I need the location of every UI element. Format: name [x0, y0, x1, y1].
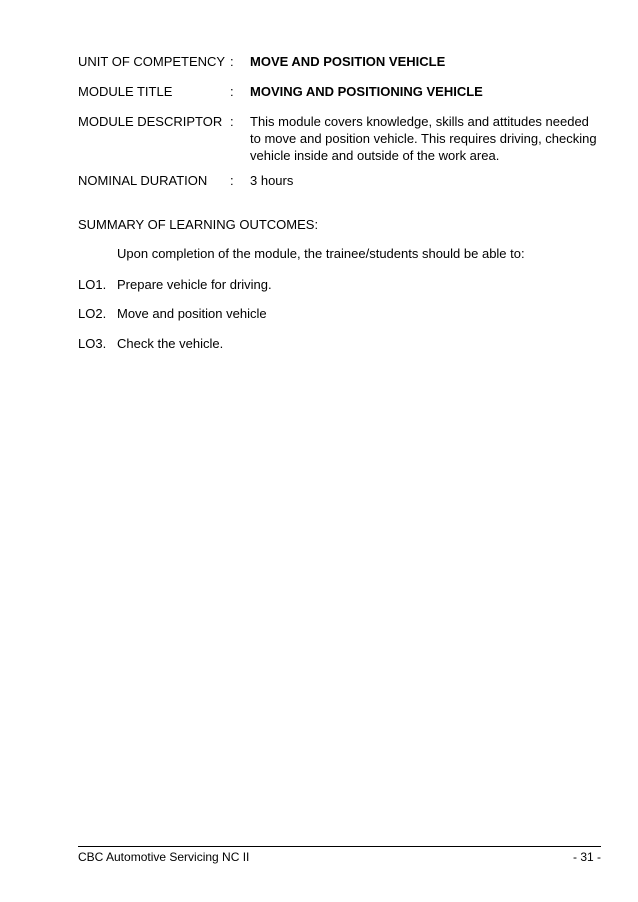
outcome-text: Prepare vehicle for driving.	[117, 277, 272, 292]
page-number: - 31 -	[572, 850, 601, 864]
field-label: MODULE TITLE	[78, 84, 173, 99]
field-label: MODULE DESCRIPTOR	[78, 114, 223, 129]
field-separator: :	[230, 173, 234, 188]
field-value: MOVING AND POSITIONING VEHICLE	[250, 84, 483, 99]
outcome-code: LO2.	[78, 306, 107, 321]
field-value: MOVE AND POSITION VEHICLE	[250, 54, 446, 69]
field-label: NOMINAL DURATION	[78, 173, 208, 188]
field-separator: :	[230, 84, 234, 99]
outcome-text: Move and position vehicle	[117, 306, 267, 321]
outcome-code: LO3.	[78, 336, 107, 351]
outcome-code: LO1.	[78, 277, 107, 292]
field-separator: :	[230, 114, 234, 129]
field-separator: :	[230, 54, 234, 69]
outcome-text: Check the vehicle.	[117, 336, 224, 351]
footer-title: CBC Automotive Servicing NC II	[78, 850, 250, 864]
field-module-descriptor	[78, 113, 608, 164]
descriptor-line: This module covers knowledge, skills and attitudes needed	[250, 114, 589, 129]
field-label: UNIT OF COMPETENCY	[78, 54, 226, 69]
field-value	[250, 113, 610, 164]
summary-intro: Upon completion of the module, the trainee/students should be able to:	[117, 246, 525, 261]
descriptor-line: to move and position vehicle. This requires driving, checking	[250, 131, 597, 146]
footer-divider	[78, 846, 601, 847]
field-value: 3 hours	[250, 173, 294, 188]
summary-heading: SUMMARY OF LEARNING OUTCOMES:	[78, 217, 319, 232]
descriptor-line: vehicle inside and outside of the work area.	[250, 148, 500, 163]
